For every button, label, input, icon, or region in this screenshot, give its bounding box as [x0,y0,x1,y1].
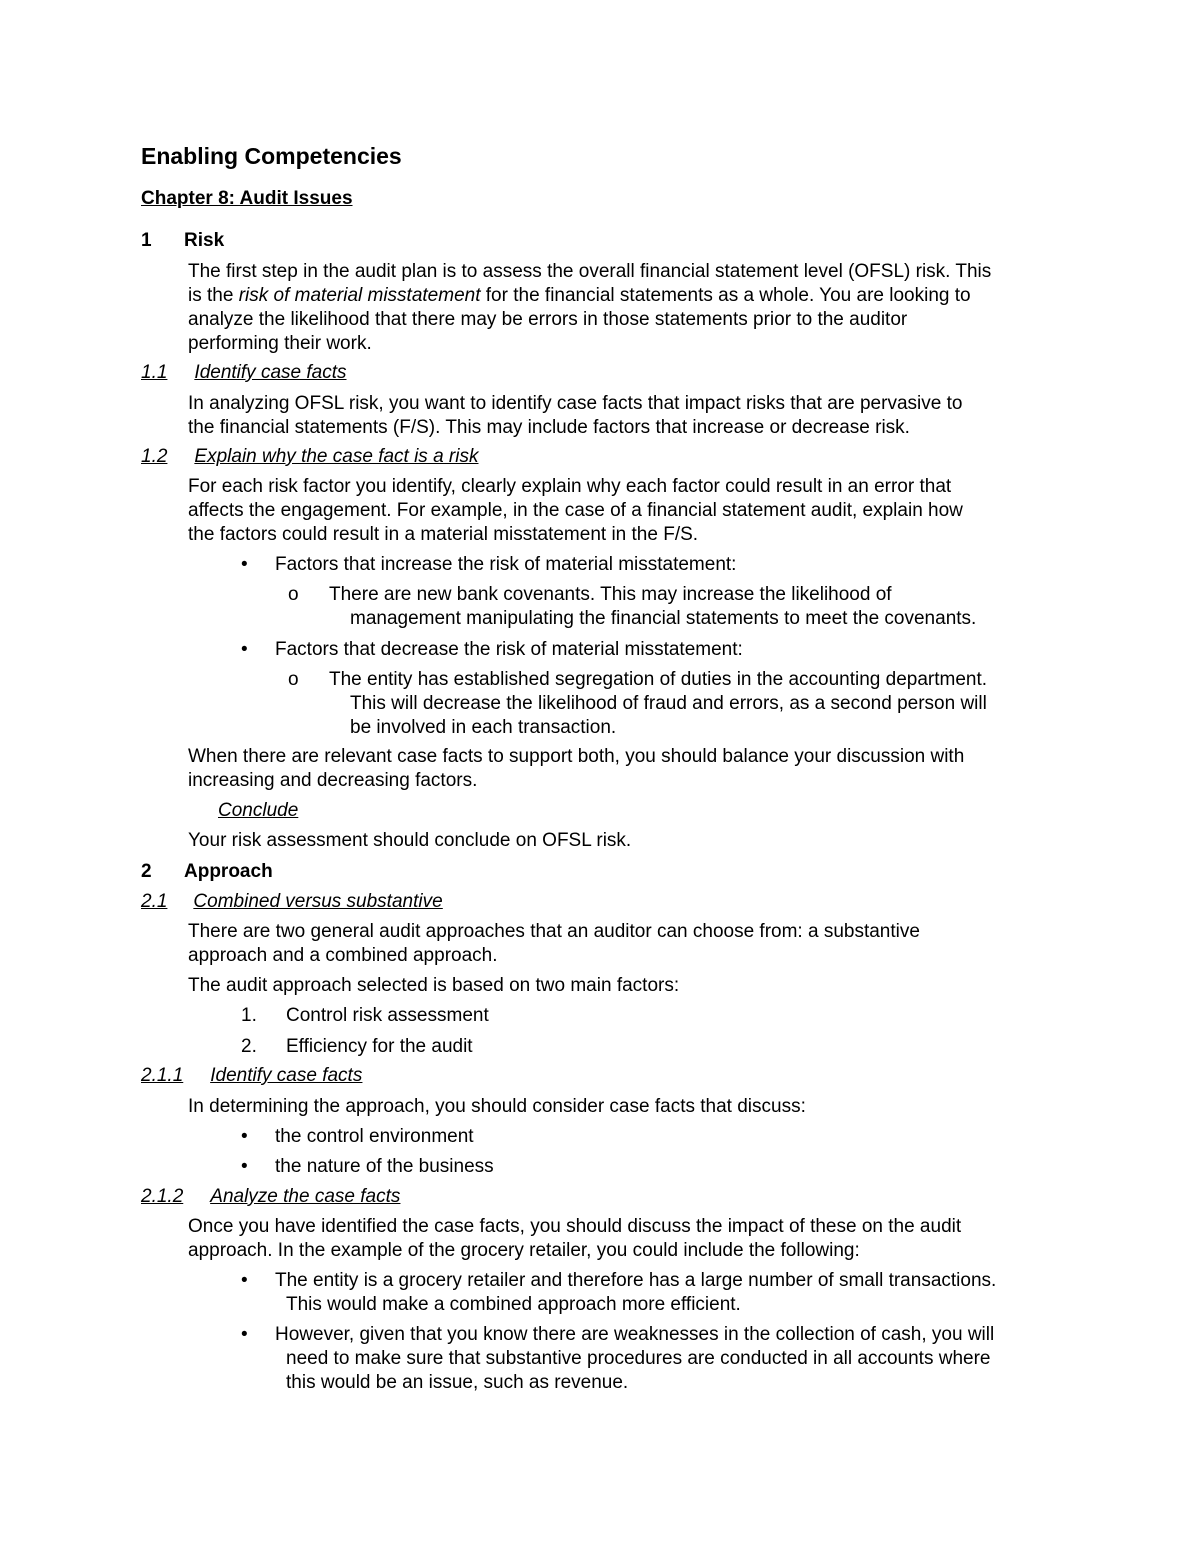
section-2-number: 2 [141,861,152,882]
section-1-1-heading [141,361,347,385]
section-2-1-2-title: Analyze the case facts [210,1186,401,1207]
list-item [275,1269,1075,1317]
decrease-factor-item [329,668,1069,740]
section-2-1-1-title: Identify case facts [210,1065,363,1086]
balance-paragraph [188,745,1068,793]
text-line: performing their work. [188,333,372,354]
list-item: the nature of the business [275,1156,494,1177]
text-line: This would make a combined approach more efficient. [286,1294,741,1315]
text-line: When there are relevant case facts to support both, you should balance your discussion with [188,746,965,767]
bullet-icon: • [241,1156,248,1177]
text-line: There are two general audit approaches that an auditor can choose from: a substantive [188,921,920,942]
section-2-1-2-body [188,1215,1068,1263]
text-line: increasing and decreasing factors. [188,770,478,791]
section-2-1-heading [141,890,443,914]
text-line: management manipulating the financial statements to meet the covenants. [350,608,977,629]
section-2-1-1-number: 2.1.1 [141,1065,184,1086]
emphasis-text: risk of material misstatement [238,285,481,306]
sub-bullet-icon: o [288,584,299,605]
text-line: affects the engagement. For example, in the case of a financial statement audit, explain how [188,500,963,521]
text-line: approach. In the example of the grocery retailer, you could include the following: [188,1240,860,1261]
text-span: for the financial statements as a whole. You are looking to [480,285,971,306]
bullet-icon: • [241,1126,248,1147]
conclude-heading: Conclude [218,800,299,821]
bullet-icon: • [241,1324,248,1345]
text-line: the financial statements (F/S). This may include factors that increase or decrease risk. [188,417,910,438]
section-1-2-title: Explain why the case fact is a risk [194,446,479,467]
section-1-heading: Risk [184,230,225,251]
list-item-number: 1. [241,1005,257,1026]
list-item: the control environment [275,1126,474,1147]
section-2-1-title: Combined versus substantive [193,891,443,912]
section-2-1-2-heading [141,1185,400,1209]
text-line: However, given that you know there are weaknesses in the collection of cash, you will [275,1324,995,1345]
section-1-1-title: Identify case facts [194,362,347,383]
section-2-1-2-number: 2.1.2 [141,1186,184,1207]
text-line: This will decrease the likelihood of fraud and errors, as a second person will [350,693,987,714]
section-2-1-1-body: In determining the approach, you should consider case facts that discuss: [188,1096,806,1117]
text-line: be involved in each transaction. [350,717,617,738]
section-1-intro [188,260,1068,356]
section-2-1-number: 2.1 [141,891,168,912]
text-line: the factors could result in a material misstatement in the F/S. [188,524,699,545]
text-line: analyze the likelihood that there may be errors in those statements prior to the auditor [188,309,908,330]
text-line: In analyzing OFSL risk, you want to identify case facts that impact risks that are pervasive to [188,393,963,414]
section-1-1-body [188,392,1068,440]
chapter-heading: Chapter 8: Audit Issues [141,188,353,209]
section-1-2-number: 1.2 [141,446,168,467]
list-item-number: 2. [241,1036,257,1057]
conclude-text: Your risk assessment should conclude on OFSL risk. [188,830,632,851]
section-2-1-body [188,920,1068,968]
text-line [188,284,1068,308]
decrease-factors-label: Factors that decrease the risk of material misstatement: [275,639,743,660]
sub-bullet-icon: o [288,669,299,690]
increase-factors-label: Factors that increase the risk of material misstatement: [275,554,737,575]
text-line: The entity is a grocery retailer and therefore has a large number of small transactions. [275,1270,997,1291]
text-line: For each risk factor you identify, clearly explain why each factor could result in an error that [188,476,952,497]
text-line: The first step in the audit plan is to assess the overall financial statement level (OFSL) risk. This [188,261,992,282]
section-1-number: 1 [141,230,152,251]
text-line: There are new bank covenants. This may increase the likelihood of [329,584,892,605]
section-1-2-heading [141,445,479,469]
document-title: Enabling Competencies [141,143,402,169]
list-item [275,1323,1075,1395]
list-item: Efficiency for the audit [286,1036,473,1057]
text-span: is the [188,285,239,306]
text-line: The entity has established segregation of duties in the accounting department. [329,669,988,690]
section-2-1-1-heading [141,1064,362,1088]
bullet-icon: • [241,1270,248,1291]
text-line: approach and a combined approach. [188,945,498,966]
text-line: this would be an issue, such as revenue. [286,1372,629,1393]
text-line: need to make sure that substantive procedures are conducted in all accounts where [286,1348,991,1369]
section-2-heading: Approach [184,861,273,882]
section-1-2-body [188,475,1068,547]
bullet-icon: • [241,554,248,575]
section-1-1-number: 1.1 [141,362,168,383]
list-item: Control risk assessment [286,1005,489,1026]
text-line: Once you have identified the case facts, you should discuss the impact of these on the audit [188,1216,962,1237]
bullet-icon: • [241,639,248,660]
factors-intro: The audit approach selected is based on two main factors: [188,975,680,996]
increase-factor-item [329,583,1069,631]
